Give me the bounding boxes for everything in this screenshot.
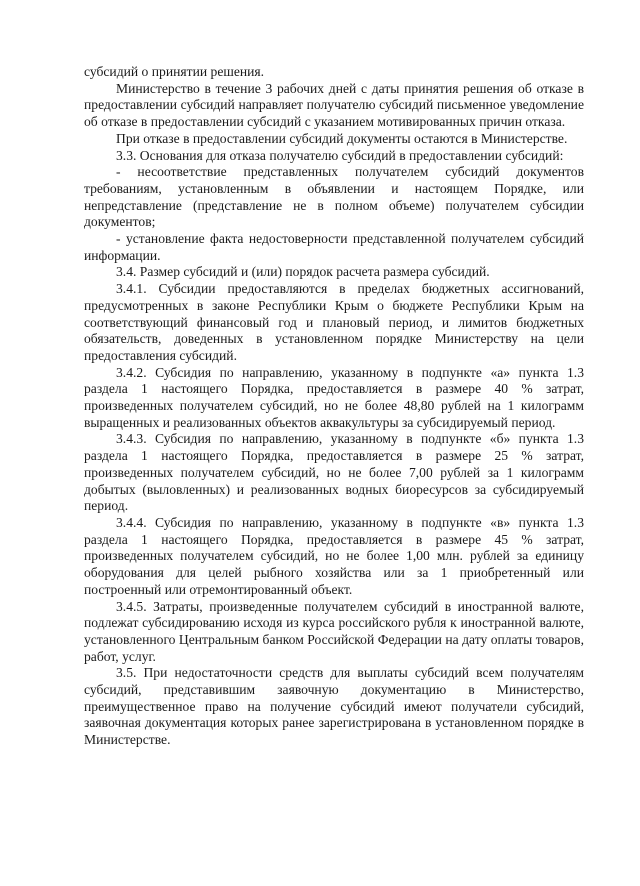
- paragraph-decision-notice: субсидий о принятии решения.: [84, 64, 265, 79]
- document-page: [84, 64, 584, 749]
- paragraph-section-3-5: 3.5. При недостаточности средств для выплаты субсидий всем получателям субсидий, представившим заявочную документацию в Министерство, преимущественное право на получение субсидий имеют получатели субсидий, заявочная документация которых ранее зарегистрирована в установленном порядке в Министерстве.: [84, 665, 584, 748]
- paragraph-section-3-4: 3.4. Размер субсидий и (или) порядок расчета размера субсидий.: [116, 264, 490, 280]
- paragraph-section-3-4-2: 3.4.2. Субсидия по направлению, указанному в подпункте «а» пункта 1.3 раздела 1 настоящего Порядка, предоставляется в размере 40 % затрат, произведенных получателем субсидий, но не более 48,80 рублей на 1 килограмм выращенных и реализованных объектов аквакультуры за субсидируемый период.: [84, 364, 584, 430]
- paragraph-section-3-4-4: 3.4.4. Субсидия по направлению, указанному в подпункте «в» пункта 1.3 раздела 1 настоящего Порядка, предоставляется в размере 45 % затрат, произведенных получателем субсидий, но не более 1,00 млн. рублей за единицу оборудования для целей рыбного хозяйства или за 1 приобретенный или построенный или отремонтированный объект.: [84, 514, 584, 597]
- paragraph-section-3-3: 3.3. Основания для отказа получателю субсидий в предоставлении субсидий:: [116, 147, 564, 163]
- paragraph-section-3-4-3: 3.4.3. Субсидия по направлению, указанному в подпункте «б» пункта 1.3 раздела 1 настоящего Порядка, предоставляется в размере 25 % затрат, произведенных получателем субсидий, но не более 7,00 рублей за 1 килограмм добытых (выловленных) и реализованных водных биоресурсов за субсидируемый период.: [84, 431, 584, 514]
- paragraph-refusal-reason-1: - несоответствие представленных получателем субсидий документов требованиям, установленным в объявлении и настоящем Порядке, или непредставление (представление не в полном объеме) получателем субсидии документов;: [84, 164, 584, 230]
- paragraph-section-3-4-1: 3.4.1. Субсидии предоставляются в пределах бюджетных ассигнований, предусмотренных в законе Республики Крым о бюджете Республики Крым на соответствующий финансовый год и плановый период, и лимитов бюджетных обязательств, доведенных в установленном порядке Министерству на цели предоставления субсидий.: [84, 281, 584, 363]
- paragraph-documents-remain: При отказе в предоставлении субсидий документы остаются в Министерстве.: [116, 130, 568, 146]
- paragraph-refusal-reason-2: - установление факта недостоверности представленной получателем субсидий информации.: [84, 231, 584, 263]
- paragraph-section-3-4-5: 3.4.5. Затраты, произведенные получателем субсидий в иностранной валюте, подлежат субсидированию исходя из курса российского рубля к иностранной валюте, установленного Центральным банком Российской Федерации на дату оплаты товаров, работ, услуг.: [84, 598, 584, 664]
- paragraph-refusal-notification: Министерство в течение 3 рабочих дней с даты принятия решения об отказе в предоставлении субсидий направляет получателю субсидий письменное уведомление об отказе в предоставлении субсидий с указанием мотивированных причин отказа.: [84, 80, 584, 130]
